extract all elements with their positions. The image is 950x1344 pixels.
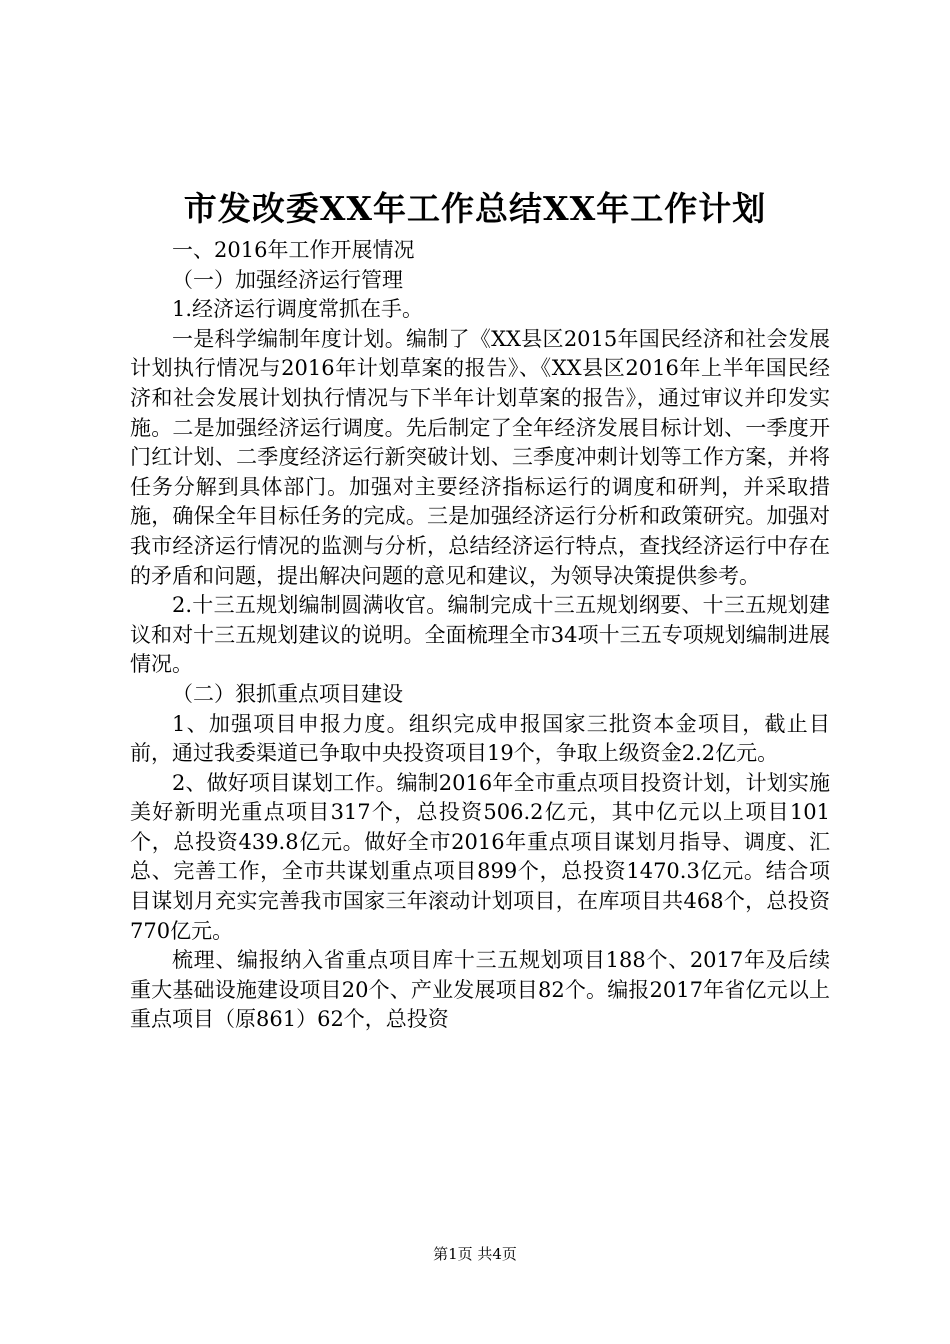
body-paragraph: 2.十三五规划编制圆满收官。编制完成十三五规划纲要、十三五规划建议和对十三五规划建议的说明。全面梳理全市34项十三五专项规划编制进展情况。 (130, 593, 830, 677)
subsection-heading: （一）加强经济运行管理 (172, 267, 403, 292)
document-title: 市发改委XX年工作总结XX年工作计划 (183, 189, 767, 228)
body-paragraph: 梳理、编报纳入省重点项目库十三五规划项目188个、2017年及后续重大基础设施建设项目20个、产业发展项目82个。编报2017年省亿元以上重点项目（原861）62个，总投资 (130, 948, 830, 1032)
page-number-footer: 第1页 共4页 (433, 1245, 517, 1263)
body-paragraph: 1、加强项目申报力度。组织完成申报国家三批资本金项目，截止目前，通过我委渠道已争取中央投资项目19个，争取上级资金2.2亿元。 (130, 711, 830, 766)
body-paragraph: 一是科学编制年度计划。编制了《XX县区2015年国民经济和社会发展计划执行情况与2016年计划草案的报告》、《XX县区2016年上半年国民经济和社会发展计划执行情况与下半年计划草案的报告》，通过审议并印发实施。二是加强经济运行调度。先后制定了全年经济发展目标计划、一季度开门红计划、二季度经济运行新突破计划、三季度冲刺计划等工作方案，并将任务分解到具体部门。加强对主要经济指标运行的调度和研判，并采取措施，确保全年目标任务的完成。三是加强经济运行分析和政策研究。加强对我市经济运行情况的监测与分析，总结经济运行特点，查找经济运行中存在的矛盾和问题，提出解决问题的意见和建议，为领导决策提供参考。 (130, 326, 830, 588)
section-heading: 一、2016年工作开展情况 (172, 238, 415, 262)
document-body (130, 236, 830, 1035)
body-paragraph: 2、做好项目谋划工作。编制2016年全市重点项目投资计划，计划实施美好新明光重点项目317个，总投资506.2亿元，其中亿元以上项目101个，总投资439.8亿元。做好全市2016年重点项目谋划月指导、调度、汇总、完善工作，全市共谋划重点项目899个，总投资1470.3亿元。结合项目谋划月充实完善我市国家三年滚动计划项目，在库项目共468个，总投资770亿元。 (130, 770, 830, 943)
subsection-heading: （二）狠抓重点项目建设 (172, 681, 403, 706)
item-heading: 1.经济运行调度常抓在手。 (172, 297, 424, 322)
